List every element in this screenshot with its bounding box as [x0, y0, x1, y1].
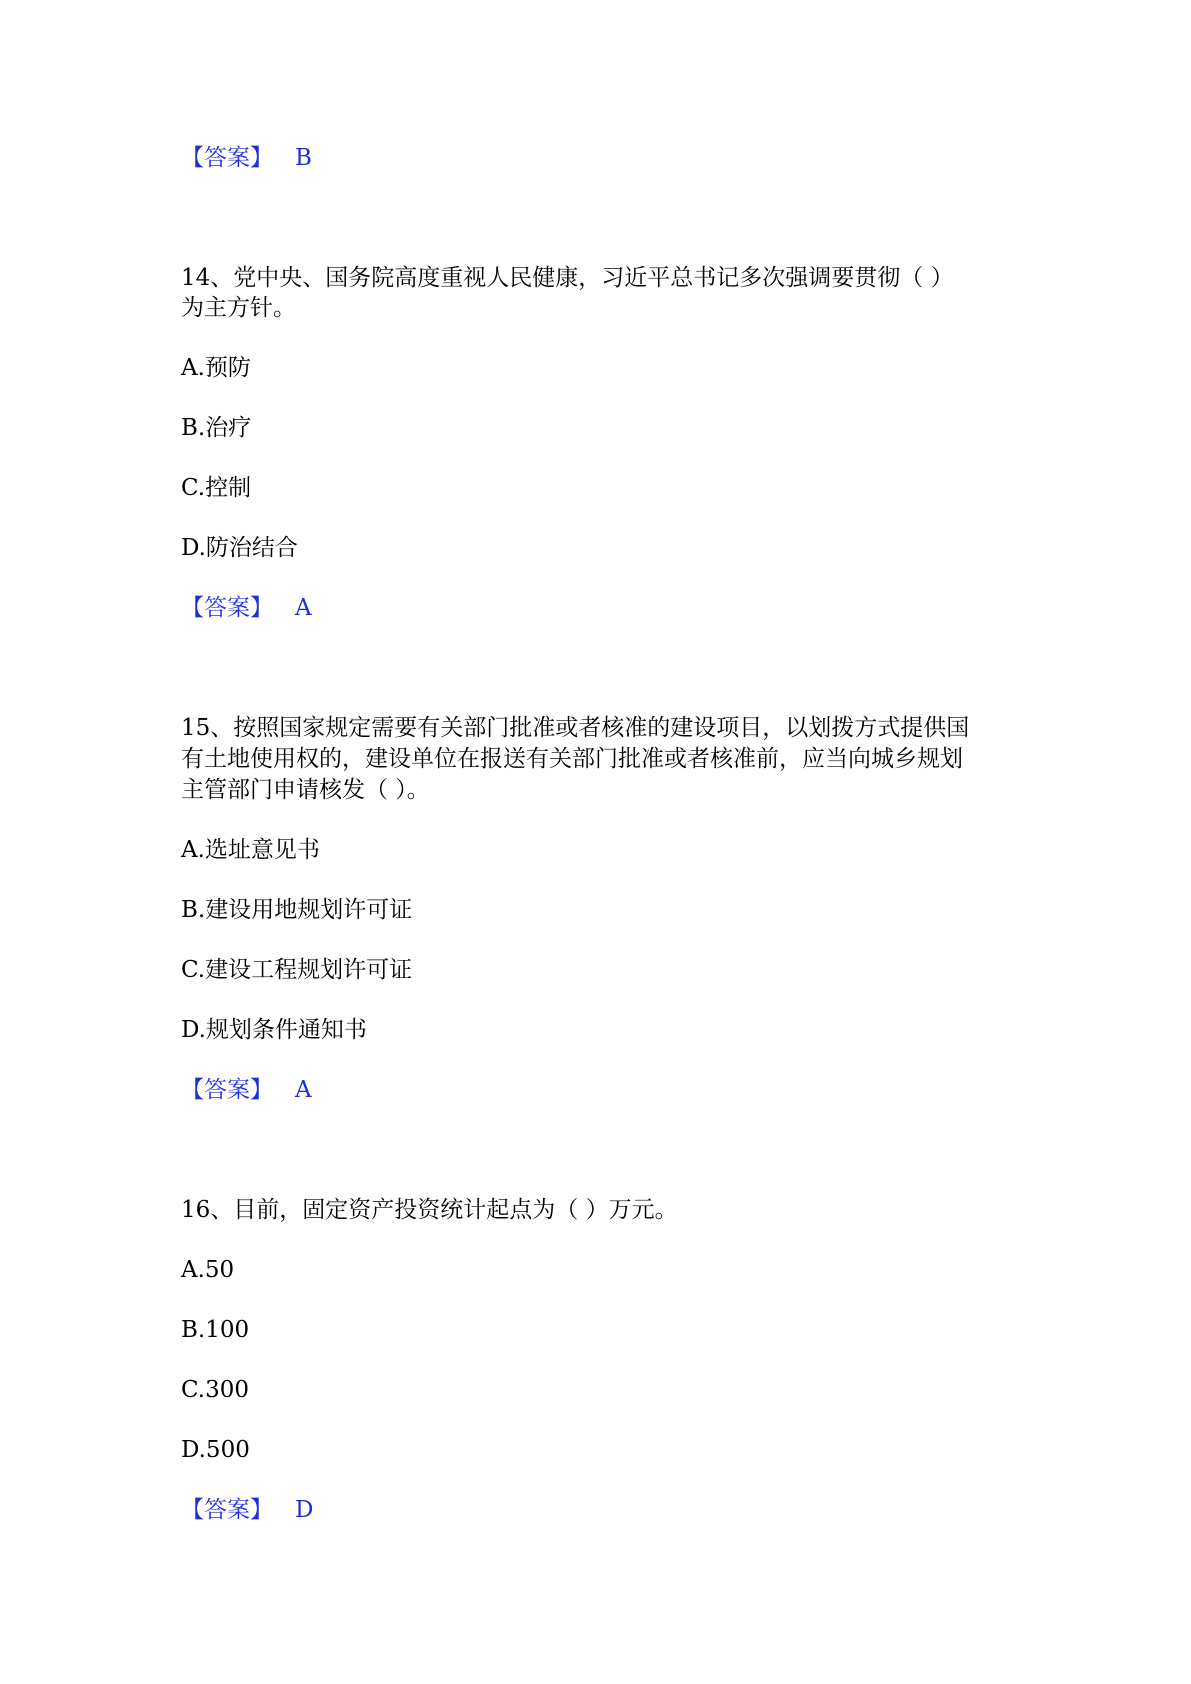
- answer-letter: A: [295, 595, 312, 621]
- question-16-option-c: C.300: [181, 1377, 249, 1403]
- question-14-answer: [181, 592, 312, 624]
- question-16-option-b: B.100: [181, 1317, 250, 1343]
- question-16-option-a: A.50: [181, 1257, 235, 1283]
- question-14-option-a: A.预防: [181, 355, 251, 381]
- question-15-option-a: A.选址意见书: [181, 837, 320, 863]
- question-14-option-c: C.控制: [181, 475, 252, 501]
- answer-label: 【答案】: [181, 595, 273, 621]
- question-15-stem-line-1: 15、按照国家规定需要有关部门批准或者核准的建设项目，以划拨方式提供国: [181, 715, 970, 741]
- question-14-option-d: D.防治结合: [181, 535, 298, 561]
- answer-label: 【答案】: [181, 1497, 273, 1523]
- answer-letter: A: [295, 1077, 312, 1103]
- question-15-option-d: D.规划条件通知书: [181, 1017, 367, 1043]
- answer-label: 【答案】: [181, 1077, 273, 1103]
- question-14-stem-line-1: 14、党中央、国务院高度重视人民健康，习近平总书记多次强调要贯彻（ ）: [181, 265, 954, 291]
- answer-line: [181, 142, 312, 174]
- question-15-stem-line-3: 主管部门申请核发（ ）。: [181, 777, 430, 803]
- question-16-option-d: D.500: [181, 1437, 250, 1463]
- answer-letter: D: [295, 1497, 314, 1523]
- question-15-option-b: B.建设用地规划许可证: [181, 897, 413, 923]
- answer-letter: B: [295, 145, 312, 171]
- question-14-stem-line-2: 为主方针。: [181, 295, 296, 321]
- question-14-option-b: B.治疗: [181, 415, 252, 441]
- question-16-answer: [181, 1494, 313, 1526]
- answer-label: 【答案】: [181, 145, 273, 171]
- question-16-stem-line-1: 16、目前，固定资产投资统计起点为（ ）万元。: [181, 1197, 678, 1223]
- question-15-answer: [181, 1074, 312, 1106]
- question-15-stem-line-2: 有土地使用权的，建设单位在报送有关部门批准或者核准前，应当向城乡规划: [181, 746, 963, 772]
- question-15-option-c: C.建设工程规划许可证: [181, 957, 413, 983]
